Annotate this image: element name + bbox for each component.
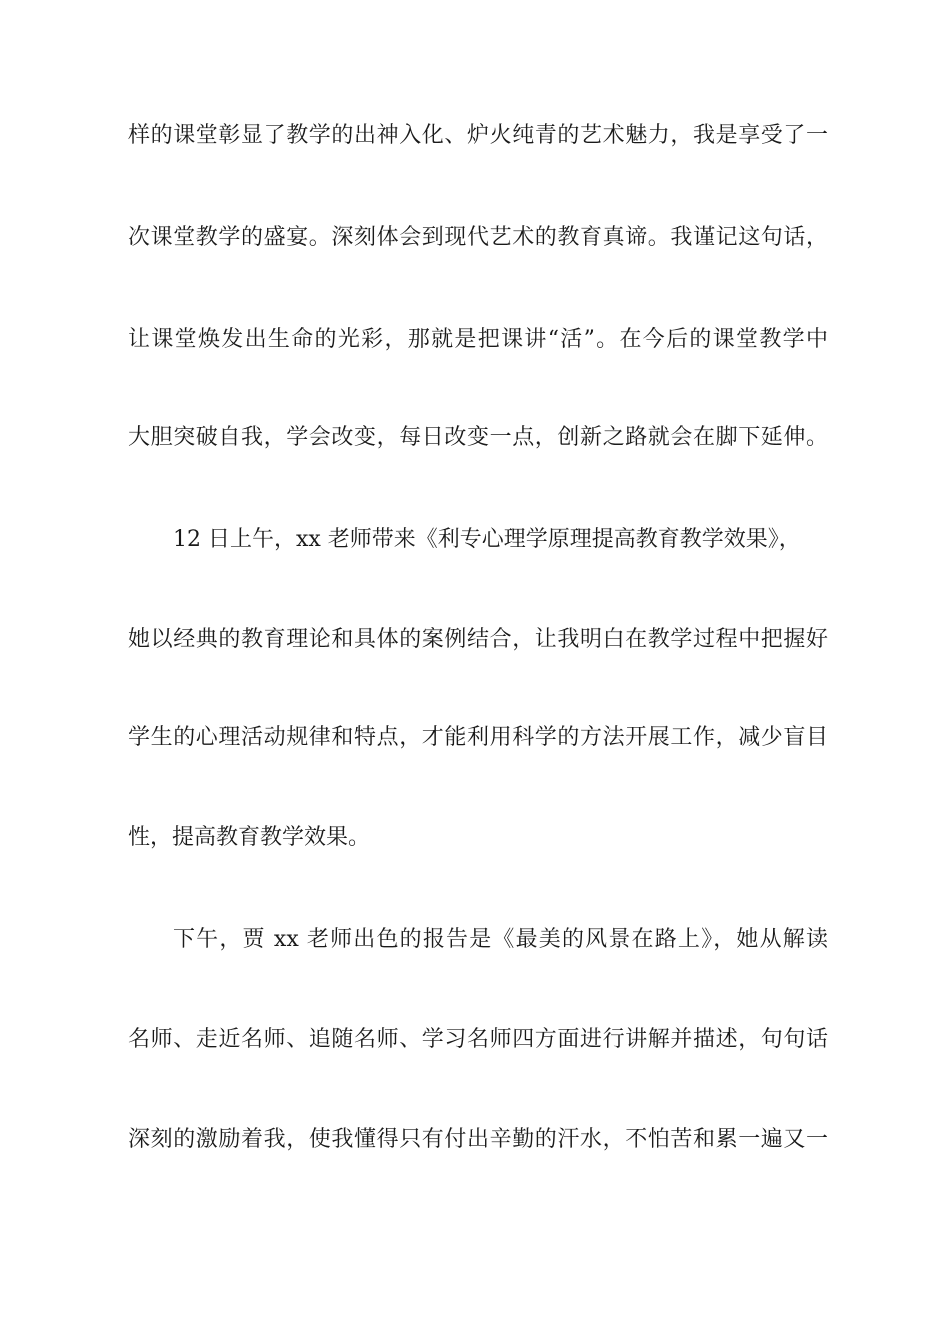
paragraph-2-line-4: 性，提高教育教学效果。 <box>128 825 371 850</box>
text-line-3: 让课堂焕发出生命的光彩，那就是把课讲“活”。在今后的课堂教学中 <box>128 327 828 352</box>
paragraph-2-line-2: 她以经典的教育理论和具体的案例结合，让我明白在教学过程中把握好 <box>128 627 828 652</box>
paragraph-3-line-2: 名师、走近名师、追随名师、学习名师四方面进行讲解并描述，句句话 <box>128 1027 828 1052</box>
text-line-2: 次课堂教学的盛宴。深刻体会到现代艺术的教育真谛。我谨记这句话， <box>128 225 828 250</box>
paragraph-3-line-3: 深刻的激励着我，使我懂得只有付出辛勤的汗水，不怕苦和累一遍又一 <box>128 1127 828 1152</box>
text-line-4: 大胆突破自我，学会改变，每日改变一点，创新之路就会在脚下延伸。 <box>128 425 828 450</box>
text-line-1: 样的课堂彰显了教学的出神入化、炉火纯青的艺术魅力，我是享受了一 <box>128 123 828 148</box>
paragraph-2-line-1: 12 日上午，xx 老师带来《利专心理学原理提高教育教学效果》， <box>173 527 801 552</box>
paragraph-2-line-3: 学生的心理活动规律和特点，才能利用科学的方法开展工作，减少盲目 <box>128 725 828 750</box>
paragraph-3-line-1: 下午，贾 xx 老师出色的报告是《最美的风景在路上》，她从解读 <box>173 927 828 952</box>
